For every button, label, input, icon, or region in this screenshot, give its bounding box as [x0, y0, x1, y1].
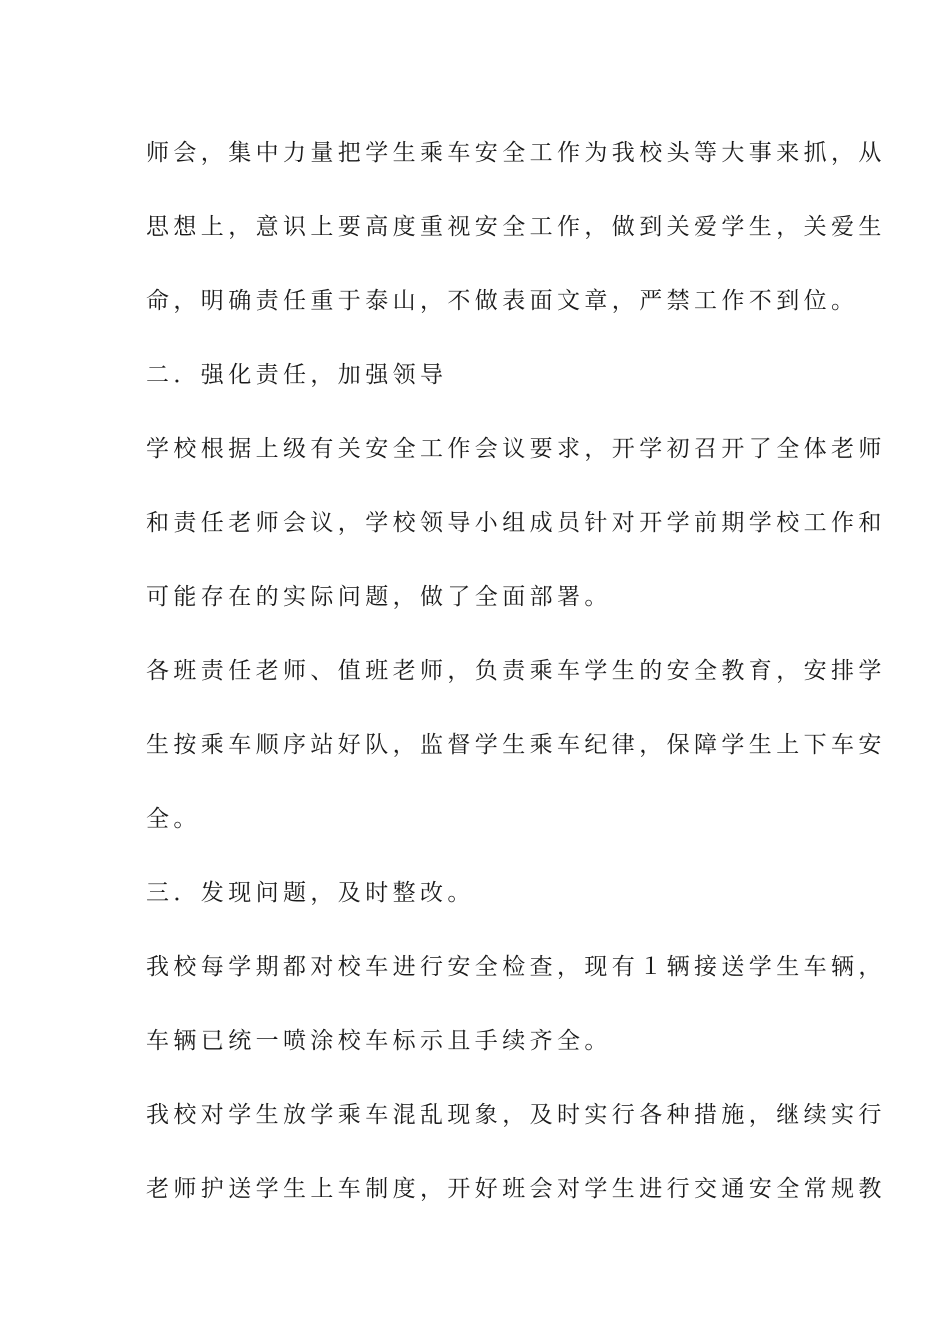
text-line: 老师护送学生上车制度，开好班会对学生进行交通安全常规教	[146, 1176, 886, 1202]
text-line: 和责任老师会议，学校领导小组成员针对开学前期学校工作和	[146, 510, 886, 536]
text-line: 生按乘车顺序站好队，监督学生乘车纪律，保障学生上下车安	[146, 732, 886, 758]
text-line: 学校根据上级有关安全工作会议要求，开学初召开了全体老师	[146, 436, 886, 462]
section-heading: 二．强化责任，加强领导	[146, 362, 448, 388]
text-line: 命，明确责任重于泰山，不做表面文章，严禁工作不到位。	[146, 288, 859, 314]
text-line: 全。	[146, 806, 201, 832]
text-line: 各班责任老师、值班老师，负责乘车学生的安全教育，安排学	[146, 658, 886, 684]
text-line: 我校每学期都对校车进行安全检查，现有１辆接送学生车辆，	[146, 954, 886, 980]
text-line: 师会，集中力量把学生乘车安全工作为我校头等大事来抓，从	[146, 140, 886, 166]
text-line: 可能存在的实际问题，做了全面部署。	[146, 584, 612, 610]
text-line: 车辆已统一喷涂校车标示且手续齐全。	[146, 1028, 612, 1054]
text-line: 思想上，意识上要高度重视安全工作，做到关爱学生，关爱生	[146, 214, 886, 240]
section-heading: 三．发现问题，及时整改。	[146, 880, 475, 906]
body-text	[146, 128, 886, 1238]
text-line: 我校对学生放学乘车混乱现象，及时实行各种措施，继续实行	[146, 1102, 886, 1128]
